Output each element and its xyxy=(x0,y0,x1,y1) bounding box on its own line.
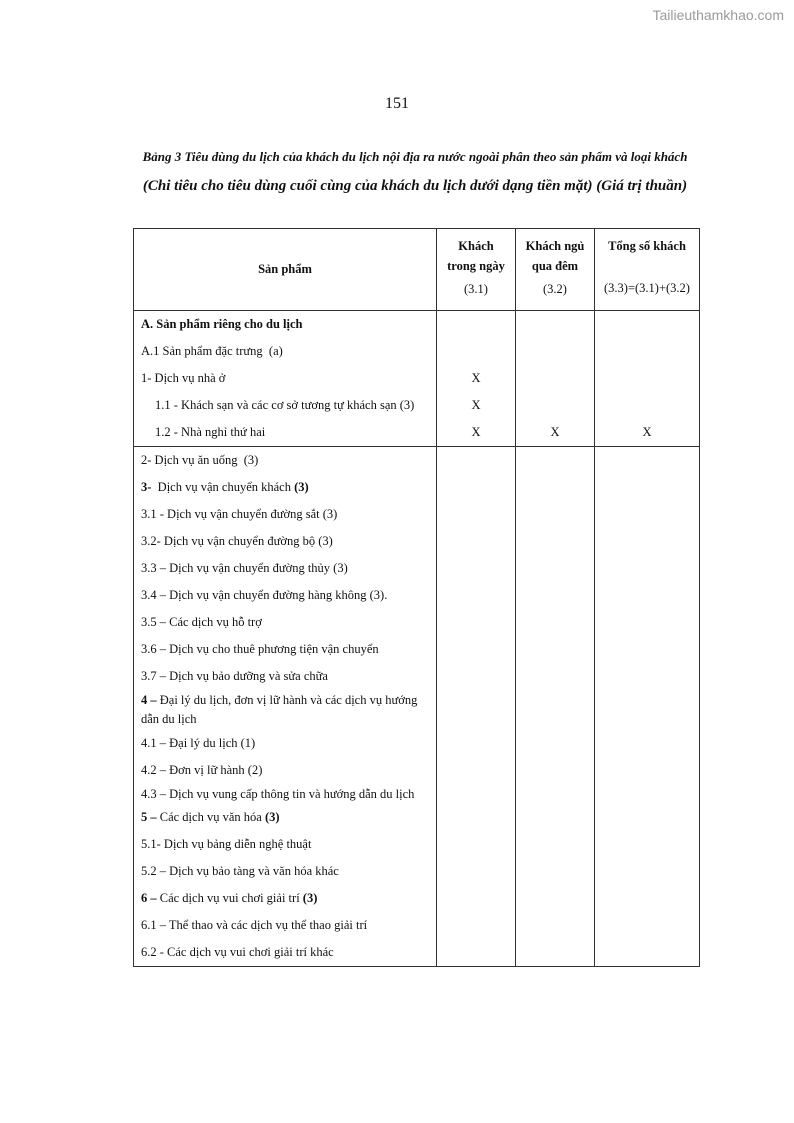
value-cell-col2 xyxy=(516,804,595,831)
header-col1-line1: Khách xyxy=(458,239,494,253)
product-cell xyxy=(134,582,437,609)
table-row xyxy=(134,528,700,555)
product-number: 5 – xyxy=(141,810,157,824)
value-cell-col1 xyxy=(437,528,516,555)
value-cell-col3 xyxy=(595,636,700,663)
table-row xyxy=(134,311,700,339)
value-cell-col3 xyxy=(595,311,700,339)
product-cell xyxy=(134,804,437,831)
product-label: Dịch vụ vận chuyển khách xyxy=(151,480,295,494)
product-cell xyxy=(134,338,437,365)
table-row xyxy=(134,365,700,392)
value-cell-col1 xyxy=(437,831,516,858)
table-row xyxy=(134,636,700,663)
product-cell xyxy=(134,419,437,447)
value-cell-col2 xyxy=(516,912,595,939)
value-cell-col3 xyxy=(595,474,700,501)
value-cell-col3 xyxy=(595,784,700,804)
value-cell-col1: X xyxy=(437,392,516,419)
value-cell-col1 xyxy=(437,858,516,885)
product-note: (3) xyxy=(294,480,309,494)
product-label: 1.2 - Nhà nghỉ thứ hai xyxy=(155,425,266,439)
product-label: 1.1 - Khách sạn và các cơ sở tương tự khách sạn (3) xyxy=(155,398,415,412)
product-note: (3) xyxy=(302,891,318,905)
value-cell-col2 xyxy=(516,663,595,690)
product-number: 4 – xyxy=(141,693,157,707)
product-cell xyxy=(134,501,437,528)
value-cell-col2 xyxy=(516,784,595,804)
product-cell xyxy=(134,663,437,690)
value-cell-col2 xyxy=(516,311,595,339)
product-label: 3.3 – Dịch vụ vận chuyển đường thủy (3) xyxy=(141,561,348,575)
product-label: A. Sản phẩm riêng cho du lịch xyxy=(141,317,303,331)
value-cell-col2 xyxy=(516,757,595,784)
value-cell-col1 xyxy=(437,690,516,730)
product-cell xyxy=(134,609,437,636)
value-cell-col1 xyxy=(437,730,516,757)
value-cell-col3 xyxy=(595,447,700,475)
table-row xyxy=(134,858,700,885)
value-cell-col3 xyxy=(595,885,700,912)
value-cell-col3 xyxy=(595,939,700,967)
header-row xyxy=(134,229,700,311)
product-cell xyxy=(134,528,437,555)
value-cell-col3 xyxy=(595,338,700,365)
value-cell-col2 xyxy=(516,447,595,475)
value-cell-col3 xyxy=(595,365,700,392)
product-label: Các dịch vụ văn hóa xyxy=(156,810,265,824)
value-cell-col1 xyxy=(437,338,516,365)
value-cell-col2 xyxy=(516,939,595,967)
value-cell-col1 xyxy=(437,555,516,582)
product-label: 1- Dịch vụ nhà ở xyxy=(141,371,226,385)
value-cell-col2 xyxy=(516,338,595,365)
value-cell-col3: X xyxy=(595,419,700,447)
table-row xyxy=(134,730,700,757)
value-cell-col3 xyxy=(595,501,700,528)
value-cell-col1 xyxy=(437,939,516,967)
value-cell-col2 xyxy=(516,474,595,501)
value-cell-col3 xyxy=(595,663,700,690)
header-same-day-visitors xyxy=(437,229,516,311)
product-cell xyxy=(134,474,437,501)
product-cell xyxy=(134,831,437,858)
header-col1-line2: trong ngày xyxy=(447,259,505,273)
value-cell-col1 xyxy=(437,757,516,784)
value-cell-col2 xyxy=(516,392,595,419)
value-cell-col3 xyxy=(595,912,700,939)
value-cell-col2 xyxy=(516,365,595,392)
product-label: 3.4 – Dịch vụ vận chuyển đường hàng không (3). xyxy=(141,588,388,602)
product-label: 5.2 – Dịch vụ bảo tàng và văn hóa khác xyxy=(141,864,339,878)
table-row xyxy=(134,501,700,528)
product-cell xyxy=(134,447,437,475)
value-cell-col3 xyxy=(595,831,700,858)
value-cell-col1 xyxy=(437,474,516,501)
value-cell-col2 xyxy=(516,858,595,885)
table-row xyxy=(134,885,700,912)
product-cell xyxy=(134,690,437,730)
value-cell-col1 xyxy=(437,582,516,609)
value-cell-col1 xyxy=(437,447,516,475)
table-row xyxy=(134,912,700,939)
table-row xyxy=(134,338,700,365)
tourism-consumption-table xyxy=(133,228,700,967)
value-cell-col2 xyxy=(516,636,595,663)
table-subcaption: (Chi tiêu cho tiêu dùng cuối cùng của khách du lịch dưới dạng tiền mặt) (Giá trị thuần) xyxy=(142,178,688,194)
product-cell xyxy=(134,730,437,757)
product-number: 3- xyxy=(141,480,152,494)
table-row xyxy=(134,784,700,804)
table-row xyxy=(134,831,700,858)
table-row xyxy=(134,392,700,419)
product-label: 4.2 – Đơn vị lữ hành (2) xyxy=(141,763,263,777)
product-label: Đại lý du lịch, đơn vị lữ hành và các dịch vụ hướng dẫn du lịch xyxy=(141,693,421,726)
value-cell-col3 xyxy=(595,392,700,419)
value-cell-col1 xyxy=(437,311,516,339)
header-overnight-visitors xyxy=(516,229,595,311)
value-cell-col2 xyxy=(516,555,595,582)
product-label: A.1 Sản phẩm đặc trưng (a) xyxy=(141,344,283,358)
value-cell-col1: X xyxy=(437,365,516,392)
value-cell-col2 xyxy=(516,730,595,757)
product-cell xyxy=(134,939,437,967)
product-label: 6.2 - Các dịch vụ vui chơi giải trí khác xyxy=(141,945,334,959)
product-cell xyxy=(134,885,437,912)
product-label: 4.1 – Đại lý du lịch (1) xyxy=(141,736,256,750)
value-cell-col3 xyxy=(595,609,700,636)
product-cell xyxy=(134,392,437,419)
product-cell xyxy=(134,858,437,885)
product-label: 3.2- Dịch vụ vận chuyển đường bộ (3) xyxy=(141,534,333,548)
value-cell-col1 xyxy=(437,609,516,636)
header-col2-code: (3.2) xyxy=(543,282,567,296)
header-total-visitors xyxy=(595,229,700,311)
value-cell-col1 xyxy=(437,804,516,831)
product-label: 5.1- Dịch vụ bảng diễn nghệ thuật xyxy=(141,837,312,851)
header-col2-line2: qua đêm xyxy=(531,259,579,273)
value-cell-col3 xyxy=(595,730,700,757)
product-label: 3.5 – Các dịch vụ hỗ trợ xyxy=(141,615,262,629)
table-row xyxy=(134,419,700,447)
value-cell-col2 xyxy=(516,582,595,609)
value-cell-col2 xyxy=(516,831,595,858)
value-cell-col2 xyxy=(516,528,595,555)
value-cell-col1 xyxy=(437,784,516,804)
header-col2-line1: Khách ngủ xyxy=(525,239,585,253)
table-row xyxy=(134,690,700,730)
product-label: Các dịch vụ vui chơi giải trí xyxy=(156,891,303,905)
table-body xyxy=(134,311,700,967)
product-label: 2- Dịch vụ ăn uống (3) xyxy=(141,453,259,467)
product-cell xyxy=(134,365,437,392)
value-cell-col1: X xyxy=(437,419,516,447)
header-col1-code: (3.1) xyxy=(464,282,488,296)
value-cell-col2 xyxy=(516,690,595,730)
value-cell-col1 xyxy=(437,501,516,528)
product-number: 6 – xyxy=(141,891,157,905)
value-cell-col3 xyxy=(595,528,700,555)
page-number: 151 xyxy=(385,95,409,112)
value-cell-col3 xyxy=(595,555,700,582)
header-col3-line1: Tổng số khách xyxy=(608,239,686,253)
value-cell-col1 xyxy=(437,885,516,912)
table-row xyxy=(134,804,700,831)
value-cell-col3 xyxy=(595,690,700,730)
table-row xyxy=(134,447,700,475)
table-row xyxy=(134,609,700,636)
value-cell-col3 xyxy=(595,757,700,784)
product-label: 3.1 - Dịch vụ vận chuyển đường sắt (3) xyxy=(141,507,338,521)
table-row xyxy=(134,555,700,582)
value-cell-col1 xyxy=(437,912,516,939)
product-label: 3.7 – Dịch vụ bảo dưỡng và sửa chữa xyxy=(141,669,328,683)
table-row xyxy=(134,582,700,609)
product-cell xyxy=(134,555,437,582)
product-label: 3.6 – Dịch vụ cho thuê phương tiện vận chuyển xyxy=(141,642,379,656)
value-cell-col2 xyxy=(516,885,595,912)
product-label: 4.3 – Dịch vụ vung cấp thông tin và hướng dẫn du lịch xyxy=(141,786,415,801)
value-cell-col3 xyxy=(595,858,700,885)
product-cell xyxy=(134,757,437,784)
value-cell-col3 xyxy=(595,804,700,831)
table-caption: Bảng 3 Tiêu dùng du lịch của khách du lịch nội địa ra nước ngoài phân theo sản phẩm và loại khách xyxy=(142,149,688,164)
value-cell-col1 xyxy=(437,663,516,690)
value-cell-col3 xyxy=(595,582,700,609)
value-cell-col2 xyxy=(516,501,595,528)
value-cell-col2: X xyxy=(516,419,595,447)
table-row xyxy=(134,757,700,784)
watermark: Tailieuthamkhao.com xyxy=(652,7,784,23)
product-cell xyxy=(134,636,437,663)
product-cell xyxy=(134,912,437,939)
header-col3-code: (3.3)=(3.1)+(3.2) xyxy=(604,281,690,295)
value-cell-col1 xyxy=(437,636,516,663)
table-row xyxy=(134,663,700,690)
header-product: Sản phẩm xyxy=(134,229,437,311)
product-note: (3) xyxy=(264,810,280,824)
product-cell xyxy=(134,311,437,339)
product-cell xyxy=(134,784,437,804)
table-row xyxy=(134,474,700,501)
product-label: 6.1 – Thể thao và các dịch vụ thể thao giải trí xyxy=(141,918,368,932)
value-cell-col2 xyxy=(516,609,595,636)
table-row xyxy=(134,939,700,967)
